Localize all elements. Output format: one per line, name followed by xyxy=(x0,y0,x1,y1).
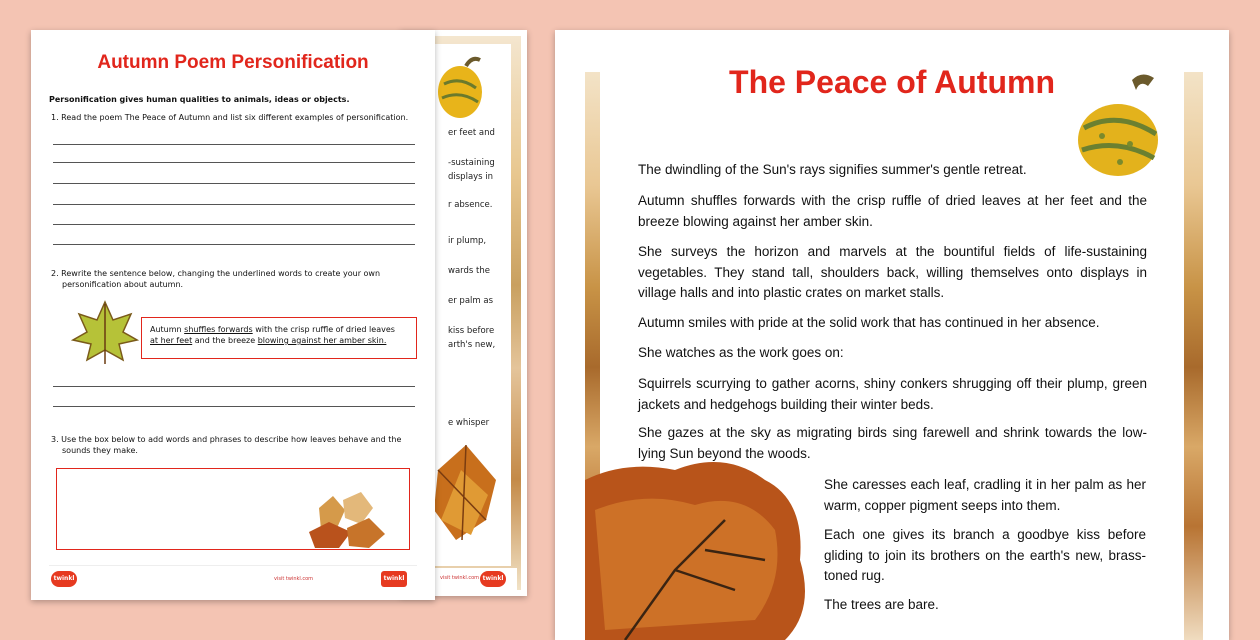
text-fragment: ir plump, xyxy=(448,236,487,246)
text-fragment: er palm as xyxy=(448,296,494,306)
poem-paragraph: She caresses each leaf, cradling it in her palm as her warm, copper pigment seeps into them. xyxy=(824,477,1146,513)
poem-paragraph: She gazes at the sky as migrating birds sing farewell and shrink towards the low-lying Sun beyond the woods. xyxy=(638,425,1147,461)
poem-paragraph: Each one gives its branch a goodbye kiss before gliding to join its brothers on the earth's new, brass-toned rug. xyxy=(824,527,1146,583)
text-fragment: -sustaining xyxy=(448,158,495,168)
worksheet-intro: Personification gives human qualities to animals, ideas or objects. xyxy=(49,95,350,104)
leaves-icon xyxy=(426,440,506,550)
autumn-tree-icon xyxy=(585,450,815,640)
text-fragment: e whisper xyxy=(448,418,490,428)
poem-paragraph: Squirrels scurrying to gather acorns, shiny conkers shrugging off their plump, green jackets and hedgehogs building their winter beds. xyxy=(638,376,1147,412)
question-2-line-2: personification about autumn. xyxy=(62,280,184,289)
answer-line xyxy=(53,386,415,387)
poem-paragraph: She watches as the work goes on: xyxy=(638,345,844,360)
answer-line xyxy=(53,204,415,205)
poem-paragraph: The trees are bare. xyxy=(824,597,939,612)
answer-line xyxy=(53,224,415,225)
squash-icon xyxy=(430,54,490,124)
footer-url: visit twinkl.com xyxy=(274,576,314,582)
poem-paragraph: Autumn smiles with pride at the solid work that has continued in her absence. xyxy=(638,315,1100,330)
answer-line xyxy=(53,244,415,245)
question-1: 1. Read the poem The Peace of Autumn and list six different examples of personification. xyxy=(51,113,409,122)
text-fragment: displays in xyxy=(448,172,494,182)
question-3-line-1: 3. Use the box below to add words and phrases to describe how leaves behave and the xyxy=(51,435,402,444)
answer-line xyxy=(53,406,415,407)
question-3-line-2: sounds they make. xyxy=(62,446,138,455)
text-fragment: wards the xyxy=(448,266,490,276)
text-fragment: r absence. xyxy=(448,200,493,210)
question-2-line-1: 2. Rewrite the sentence below, changing the underlined words to create your own xyxy=(51,269,381,278)
answer-line xyxy=(53,144,415,145)
poem-paragraph: Autumn shuffles forwards with the crisp ruffle of dried leaves at her feet and the breeze blowing against her amber skin. xyxy=(638,193,1147,229)
poem-title: The Peace of Autumn xyxy=(729,64,1055,100)
twinkl-logo-icon: twinkl xyxy=(480,571,506,587)
personification-worksheet xyxy=(31,30,435,600)
text-fragment: er feet and xyxy=(448,128,495,138)
quote-text: Autumn shuffles forwards with the crisp ruffle of dried leaves at her feet and the breeze blowing against her amber skin. xyxy=(150,325,395,345)
text-fragment: arth's new, xyxy=(448,340,496,350)
twinkl-badge-icon: twinkl xyxy=(381,571,407,587)
autumn-leaves-icon xyxy=(299,488,389,550)
twinkl-logo-icon: twinkl xyxy=(51,571,77,587)
poem-sheet xyxy=(555,30,1229,640)
worksheet-footer xyxy=(49,565,417,590)
text-fragment: kiss before xyxy=(448,326,495,336)
quote-box xyxy=(141,317,417,359)
poem-paragraph: She surveys the horizon and marvels at the bountiful fields of life-sustaining vegetables. They stand tall, shoulders back, willing themselves onto displays in village halls and into plastic crates on market stalls. xyxy=(638,244,1147,300)
footer-url: visit twinkl.com xyxy=(440,575,480,581)
worksheet-title: Autumn Poem Personification xyxy=(97,52,369,73)
answer-line xyxy=(53,183,415,184)
answer-line xyxy=(53,162,415,163)
poem-paragraph: The dwindling of the Sun's rays signifies summer's gentle retreat. xyxy=(638,162,1027,177)
maple-leaf-icon xyxy=(71,298,139,366)
